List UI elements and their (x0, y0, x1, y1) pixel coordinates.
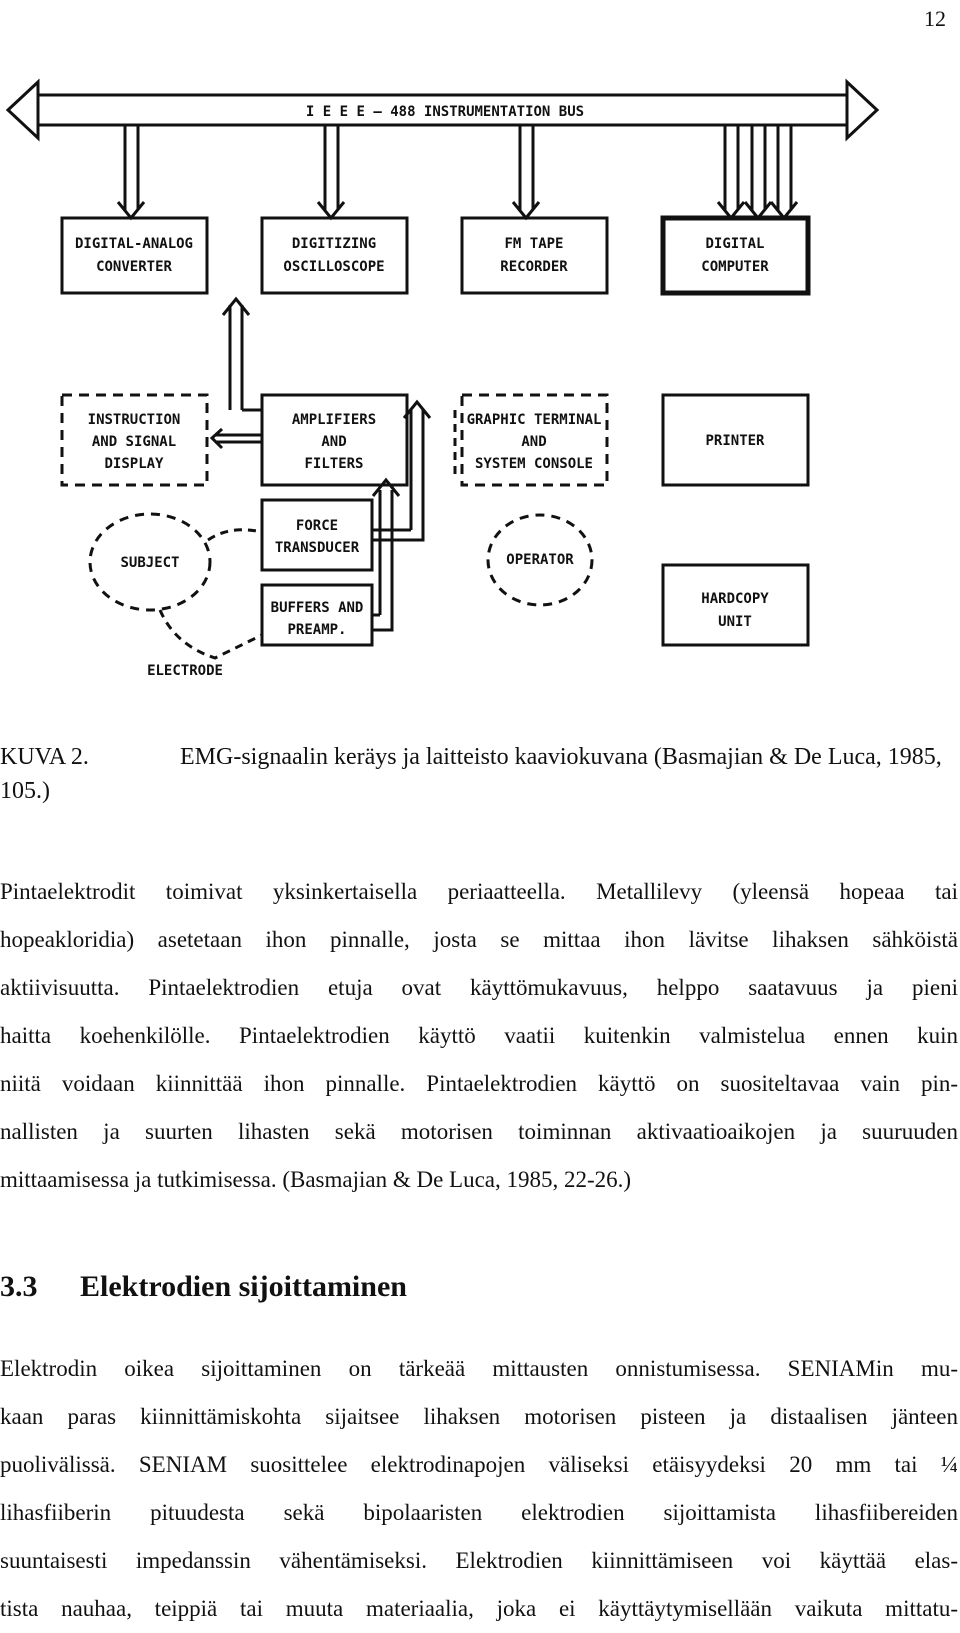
caption-label: KUVA 2. (0, 744, 89, 770)
page-number: 12 (924, 6, 946, 31)
paragraph-line: lihasfiiberin pituudesta sekä bipolaaristen elektrodien sijoittamista lihasfiibereiden (0, 1500, 958, 1525)
osc-label-2: OSCILLOSCOPE (283, 259, 385, 275)
instruction-label-2: AND SIGNAL (91, 434, 177, 450)
paragraph-line: Pintaelektrodit toimivat yksinkertaisella periaatteella. Metallilevy (yleensä hopeaa tai (0, 879, 958, 904)
electrode-label: ELECTRODE (147, 663, 223, 679)
paragraph-line: puolivälissä. SENIAM suosittelee elektrodinapojen väliseksi etäisyydeksi 20 mm tai ¼ (0, 1452, 958, 1477)
buffers-label-2: PREAMP. (287, 622, 347, 638)
amplifiers-label-3: FILTERS (304, 456, 364, 472)
fm-tape-box (462, 218, 607, 293)
oscilloscope-box (262, 218, 407, 293)
paragraph-electrode-placement (0, 1345, 958, 1633)
paragraph-line: haitta koehenkilölle. Pintaelektrodien käyttö vaatii kuitenkin valmistelua ennen kuin (0, 1023, 958, 1048)
paragraph-line: nallisten ja suurten lihasten sekä motorisen toiminnan aktivaatioaikojen ja suuruuden (0, 1119, 958, 1144)
bus-arrow-left (8, 82, 38, 138)
bus-arrow-right (847, 82, 877, 138)
dac-box (62, 218, 207, 293)
buffers-label-1: BUFFERS AND (270, 600, 364, 616)
paragraph-line: mittaamisessa ja tutkimisessa. (Basmajian & De Luca, 1985, 22-26.) (0, 1167, 632, 1192)
amplifiers-label-1: AMPLIFIERS (291, 412, 377, 428)
force-label-2: TRANSDUCER (274, 540, 360, 556)
computer-box (663, 218, 808, 293)
paragraph-surface-electrodes (0, 868, 958, 1204)
section-number: 3.3 (0, 1270, 38, 1303)
paragraph-line: Elektrodin oikea sijoittaminen on tärkeää mittausten onnistumisessa. SENIAMin mu- (0, 1356, 958, 1381)
computer-label-2: COMPUTER (701, 259, 769, 275)
paragraph-line: tista nauhaa, teippiä tai muuta materiaalia, joka ei käyttäytymisellään vaikuta mittatu- (0, 1596, 958, 1621)
hardcopy-label-1: HARDCOPY (701, 591, 769, 607)
instruction-label-1: INSTRUCTION (87, 412, 181, 428)
caption-text: EMG-signaalin keräys ja laitteisto kaaviokuvana (Basmajian & De Luca, 1985, (180, 744, 942, 770)
dac-label-2: CONVERTER (96, 259, 172, 275)
section-heading (0, 1270, 407, 1304)
emg-system-diagram (0, 70, 960, 700)
paragraph-line: kaan paras kiinnittämiskohta sijaitsee lihaksen motorisen pisteen ja distaalisen jänteen (0, 1404, 958, 1429)
operator-label: OPERATOR (506, 552, 574, 568)
paragraph-line: niitä voidaan kiinnittää ihon pinnalle. Pintaelektrodien käyttö on suositeltavaa vain pin- (0, 1071, 958, 1096)
graphic-label-3: SYSTEM CONSOLE (474, 456, 594, 472)
paragraph-line: aktiivisuutta. Pintaelektrodien etuja ovat käyttömukavuus, helppo saatavuus ja pieni (0, 975, 958, 1000)
subject-label: SUBJECT (120, 555, 180, 571)
computer-label-1: DIGITAL (705, 236, 765, 252)
force-label-1: FORCE (295, 518, 339, 534)
instruction-label-3: DISPLAY (104, 456, 164, 472)
dac-label-1: DIGITAL-ANALOG (74, 236, 194, 252)
paragraph-line: suuntaisesti impedanssin vähentämiseksi. Elektrodien kiinnittämiseen voi käyttää elas- (0, 1548, 958, 1573)
printer-label: PRINTER (705, 433, 765, 449)
graphic-label-2: AND (521, 434, 547, 450)
caption-continuation: 105.) (0, 778, 50, 804)
section-title: Elektrodien sijoittaminen (80, 1270, 407, 1303)
bus-connectors (118, 125, 797, 218)
amplifiers-label-2: AND (321, 434, 347, 450)
graphic-label-1: GRAPHIC TERMINAL (466, 412, 602, 428)
force-box (262, 500, 372, 570)
hardcopy-label-2: UNIT (718, 614, 752, 630)
osc-label-1: DIGITIZING (291, 236, 377, 252)
paragraph-line: hopeakloridia) asetetaan ihon pinnalle, josta se mittaa ihon lävitse lihaksen sähköistä (0, 927, 958, 952)
bus-label: I E E E – 488 INSTRUMENTATION BUS (305, 104, 585, 120)
fm-label-1: FM TAPE (504, 236, 564, 252)
fm-label-2: RECORDER (500, 259, 568, 275)
